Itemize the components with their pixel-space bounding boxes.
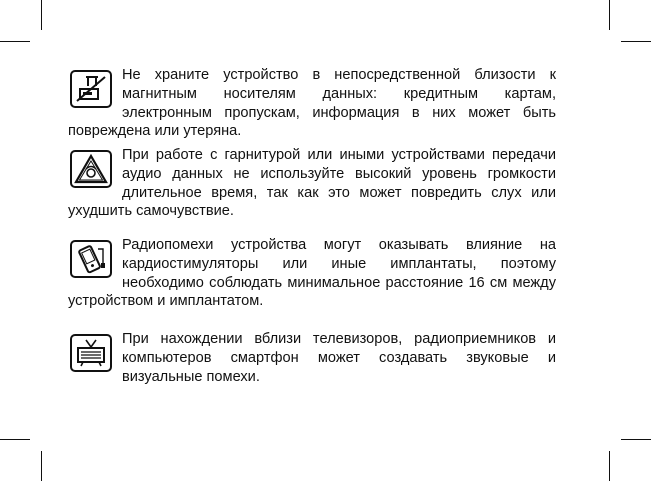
crop-mark	[609, 451, 610, 481]
notice-pacemaker	[68, 236, 556, 311]
magnet-icon	[70, 70, 112, 108]
notice-magnet	[68, 66, 556, 141]
crop-mark	[621, 439, 651, 440]
crop-mark	[0, 41, 30, 42]
notice-hearing	[68, 146, 556, 221]
notice-text: Не храните устройство в непосредственной близости к магнитным носителям данных: кредитным картам, электронным пропускам, информация в них может быть повреждена или утеряна.	[68, 67, 556, 140]
tv-interference-icon	[70, 334, 112, 372]
crop-mark	[0, 439, 30, 440]
notice-text: Радиопомехи устройства могут оказывать влияние на кардиостимуляторы или иные имплантаты, поэтому необходимо соблюдать минимальное расстояние 16 см между устройством и имплантатом.	[68, 237, 556, 310]
hearing-warning-icon	[70, 150, 112, 188]
crop-mark	[41, 0, 42, 30]
crop-mark	[621, 41, 651, 42]
notice-text: При работе с гарнитурой или иными устройствами передачи аудио данных не используйте высокий уровень громкости длительное время, так как это может повредить слух или ухудшить самочувствие.	[68, 147, 556, 220]
crop-mark	[41, 451, 42, 481]
crop-mark	[609, 0, 610, 30]
notice-text: При нахождении вблизи телевизоров, радиоприемников и компьютеров смартфон может создавать звуковые и визуальные помехи.	[122, 331, 556, 385]
notice-tv	[68, 330, 556, 386]
pacemaker-phone-icon	[70, 240, 112, 278]
